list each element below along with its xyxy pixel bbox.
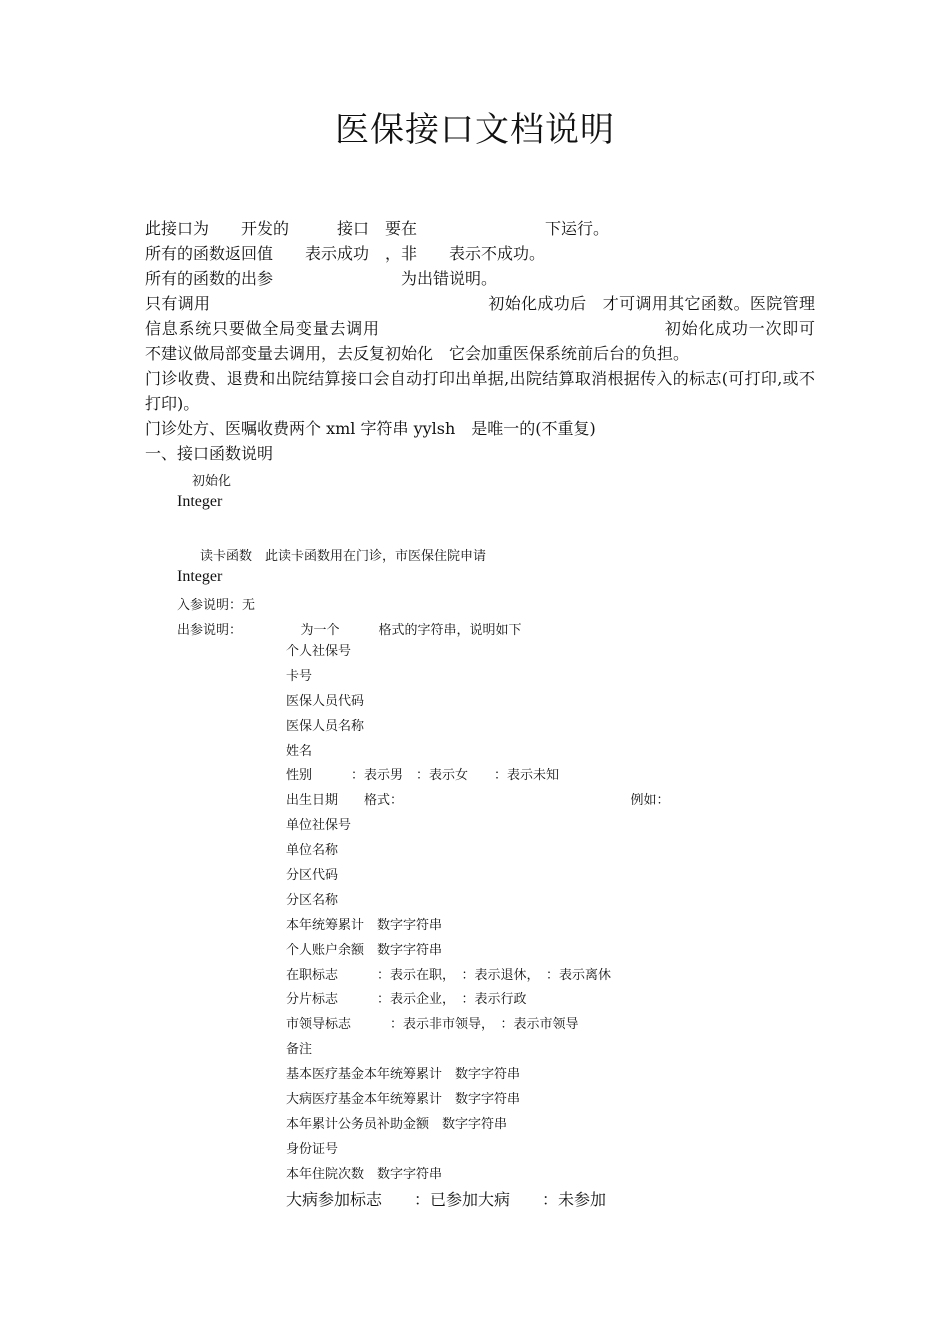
field-item: 基本医疗基金本年统筹累计 数字字符串 (286, 1067, 521, 1083)
field-item: 本年累计公务员补助金额 数字字符串 (286, 1116, 508, 1132)
field-item: 分区代码 (286, 868, 339, 884)
func1-description: 初始化 (192, 474, 232, 489)
field-item: 大病医疗基金本年统筹累计 数字字符串 (286, 1092, 521, 1108)
field-item: 分片标志 ：表示企业， ：表示行政 (286, 992, 527, 1008)
field-item: 卡号 (286, 668, 313, 684)
output-field-list (286, 643, 670, 1215)
intro-paragraph: 门诊收费、退费和出院结算接口会自动打印出单据,出院结算取消根据传入的标志(可打印,或不打印)。 (145, 369, 815, 413)
intro-paragraph: 只有调用 初始化成功后 才可调用其它函数。医院管理信息系统只要做全局变量去调用 初始化成功一次即可 不建议做局部变量去调用，去反复初始化 它会加重医保系统前后台的负担。 (145, 294, 832, 363)
intro-text (145, 216, 832, 466)
intro-line: 门诊处方、医嘱收费两个 xml 字符串 yylsh 是唯一的(不重复) (145, 419, 596, 438)
field-item: 医保人员代码 (286, 693, 365, 709)
field-item: 身份证号 (286, 1141, 339, 1157)
intro-line: 所有的函数返回值 表示成功 ，非 表示不成功。 (145, 244, 546, 263)
out-param-note: 出参说明： 为一个 格式的字符串，说明如下 (177, 623, 522, 638)
field-item: 姓名 (286, 743, 313, 759)
field-item: 备注 (286, 1042, 313, 1058)
field-item: 单位社保号 (286, 818, 352, 834)
field-item: 医保人员名称 (286, 718, 365, 734)
field-item: 个人账户余额 数字字符串 (286, 942, 443, 958)
field-item: 本年住院次数 数字字符串 (286, 1166, 443, 1182)
field-item: 在职标志 ：表示在职， ：表示退休， ：表示离休 (286, 967, 612, 983)
intro-line: 此接口为 开发的 接口 要在 下运行。 (145, 219, 610, 238)
in-param-note: 入参说明：无 (177, 598, 256, 613)
field-item: 市领导标志 ：表示非市领导， ：表示市领导 (286, 1017, 579, 1033)
document-title: 医保接口文档说明 (335, 110, 615, 150)
field-item: 本年统筹累计 数字字符串 (286, 917, 443, 933)
func2-return-type: Integer (177, 568, 223, 585)
field-item: 分区名称 (286, 892, 339, 908)
field-item: 出生日期 格式： 例如： (286, 793, 670, 809)
func1-return-type: Integer (177, 493, 223, 510)
func2-description: 读卡函数 此读卡函数用在门诊，市医保住院申请 (200, 549, 487, 564)
field-item: 性别 ：表示男 ：表示女 ：表示未知 (286, 768, 560, 784)
intro-line: 所有的函数的出参 为出错说明。 (145, 269, 498, 288)
field-item: 单位名称 (286, 843, 339, 859)
field-item: 个人社保号 (286, 644, 352, 659)
field-item: 大病参加标志 ：已参加大病 ：未参加 (286, 1189, 607, 1209)
section-heading: 一、接口函数说明 (145, 444, 274, 463)
